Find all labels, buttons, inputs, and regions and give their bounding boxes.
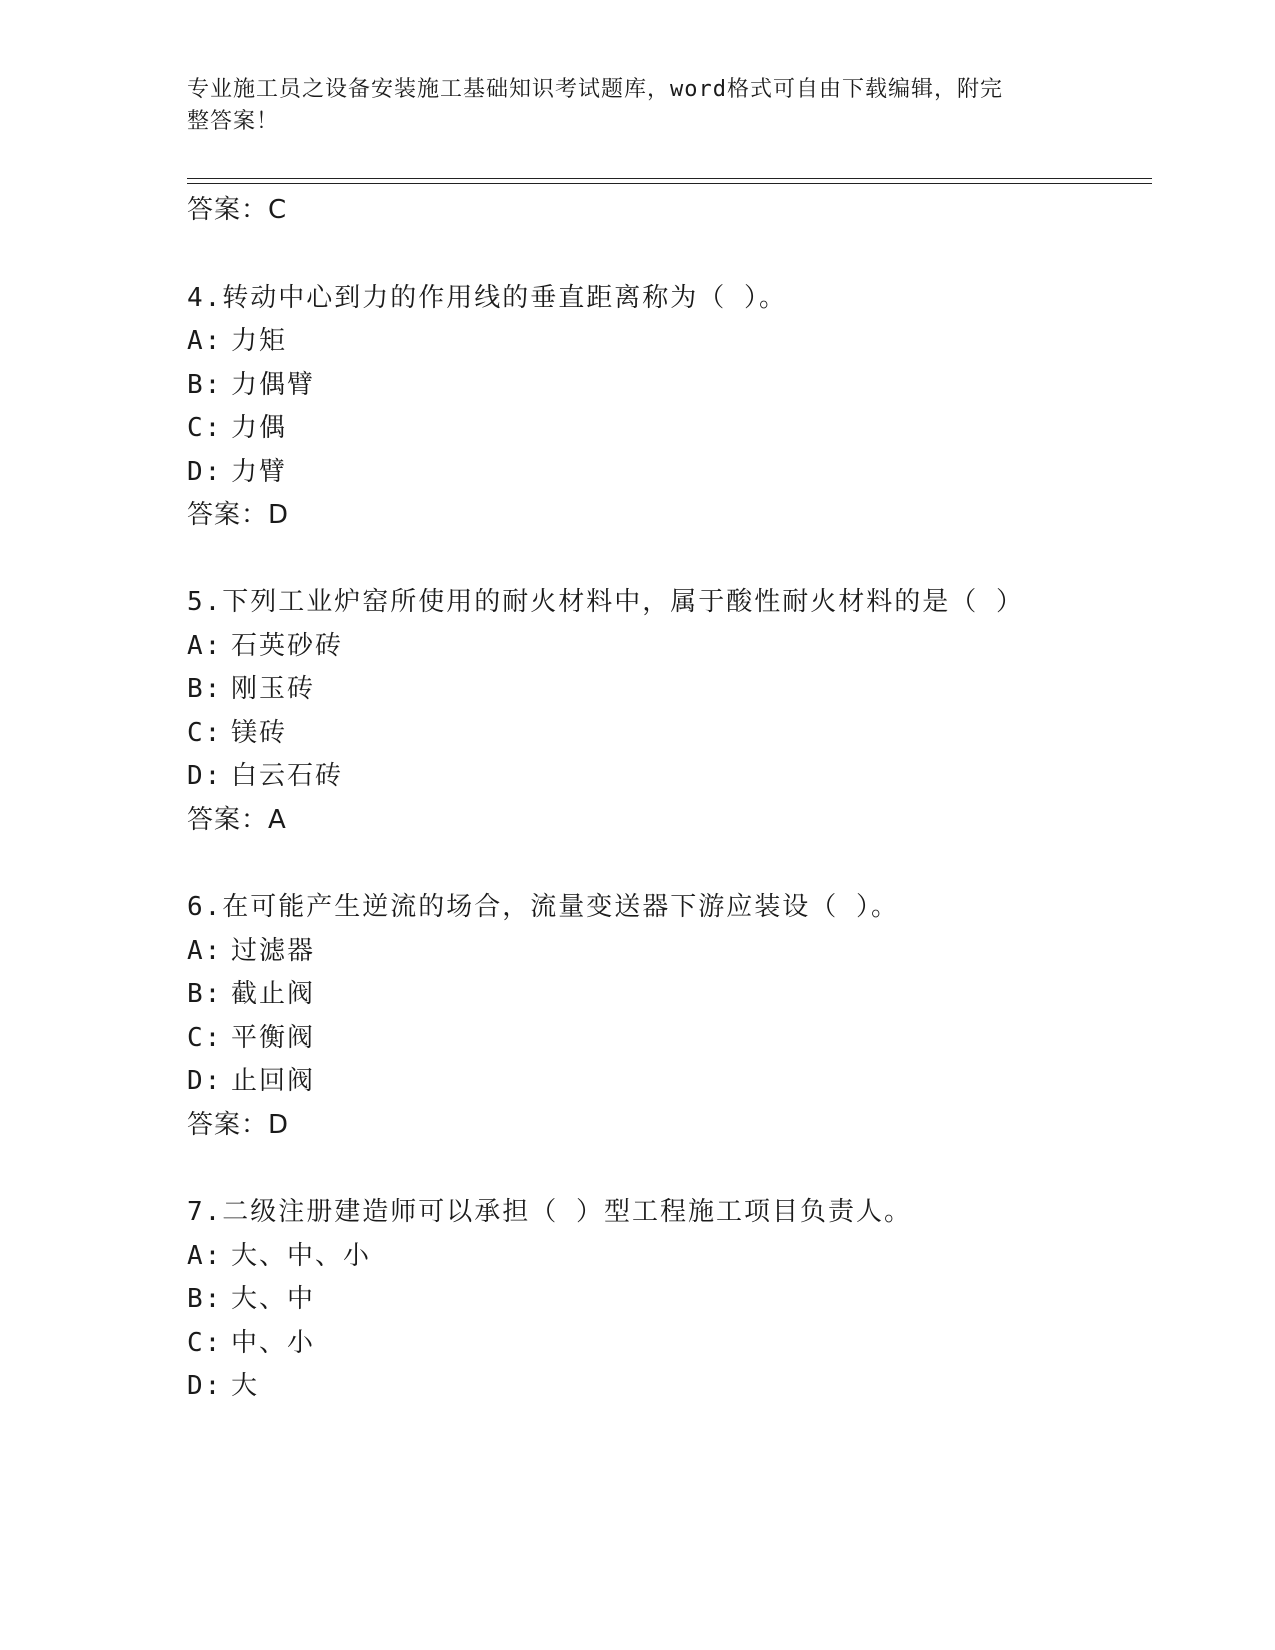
q7-option-a	[187, 1240, 371, 1272]
q6-answer: 答案：D	[187, 1110, 290, 1140]
option-letter: D:	[187, 761, 223, 791]
q6-option-b	[187, 978, 315, 1010]
q6-option-c	[187, 1022, 315, 1054]
q4-option-d	[187, 456, 287, 488]
q7-option-d	[187, 1370, 259, 1402]
option-text: 力矩	[231, 326, 288, 356]
option-letter: D:	[187, 1066, 223, 1096]
q6-option-a	[187, 935, 315, 967]
option-text: 石英砂砖	[231, 631, 344, 661]
header-line-1: 专业施工员之设备安装施工基础知识考试题库，word格式可自由下载编辑，附完	[187, 77, 1003, 102]
answer-prev: 答案：C	[187, 195, 288, 225]
option-text: 白云石砖	[231, 761, 344, 791]
option-text: 大、中、小	[231, 1241, 372, 1271]
option-letter: A:	[187, 936, 223, 966]
question-7: 7.二级注册建造师可以承担（ ）型工程施工项目负责人。	[187, 1197, 912, 1227]
option-text: 刚玉砖	[231, 674, 316, 704]
q7-option-c	[187, 1327, 315, 1359]
option-text: 止回阀	[231, 1066, 316, 1096]
q5-answer: 答案：A	[187, 805, 287, 835]
header-divider-bottom	[187, 183, 1152, 184]
option-text: 过滤器	[231, 936, 316, 966]
option-text: 力臂	[231, 457, 288, 487]
option-letter: B:	[187, 370, 223, 400]
q5-option-b	[187, 673, 315, 705]
header-divider-top	[187, 178, 1152, 179]
option-text: 截止阀	[231, 979, 316, 1009]
option-letter: D:	[187, 457, 223, 487]
option-text: 大	[231, 1371, 260, 1401]
option-letter: A:	[187, 631, 223, 661]
q4-option-c	[187, 412, 287, 444]
q4-option-a	[187, 325, 287, 357]
option-letter: D:	[187, 1371, 223, 1401]
option-text: 大、中	[231, 1284, 316, 1314]
option-letter: A:	[187, 326, 223, 356]
question-5: 5.下列工业炉窑所使用的耐火材料中，属于酸性耐火材料的是（ ）	[187, 587, 1024, 617]
option-letter: A:	[187, 1241, 223, 1271]
q7-option-b	[187, 1283, 315, 1315]
option-text: 力偶臂	[231, 370, 316, 400]
question-4: 4.转动中心到力的作用线的垂直距离称为（ ）。	[187, 283, 787, 313]
option-letter: C:	[187, 413, 223, 443]
option-text: 中、小	[231, 1328, 316, 1358]
option-letter: B:	[187, 979, 223, 1009]
option-text: 镁砖	[231, 718, 288, 748]
question-6: 6.在可能产生逆流的场合，流量变送器下游应装设（ ）。	[187, 892, 899, 922]
option-letter: B:	[187, 1284, 223, 1314]
option-text: 平衡阀	[231, 1023, 316, 1053]
document-header	[187, 74, 1067, 138]
option-text: 力偶	[231, 413, 288, 443]
option-letter: C:	[187, 718, 223, 748]
option-letter: C:	[187, 1023, 223, 1053]
q4-option-b	[187, 369, 315, 401]
option-letter: C:	[187, 1328, 223, 1358]
q5-option-d	[187, 760, 343, 792]
q6-option-d	[187, 1065, 315, 1097]
q4-answer: 答案：D	[187, 500, 290, 530]
header-line-2: 整答案！	[187, 109, 280, 134]
q5-option-a	[187, 630, 343, 662]
option-letter: B:	[187, 674, 223, 704]
q5-option-c	[187, 717, 287, 749]
